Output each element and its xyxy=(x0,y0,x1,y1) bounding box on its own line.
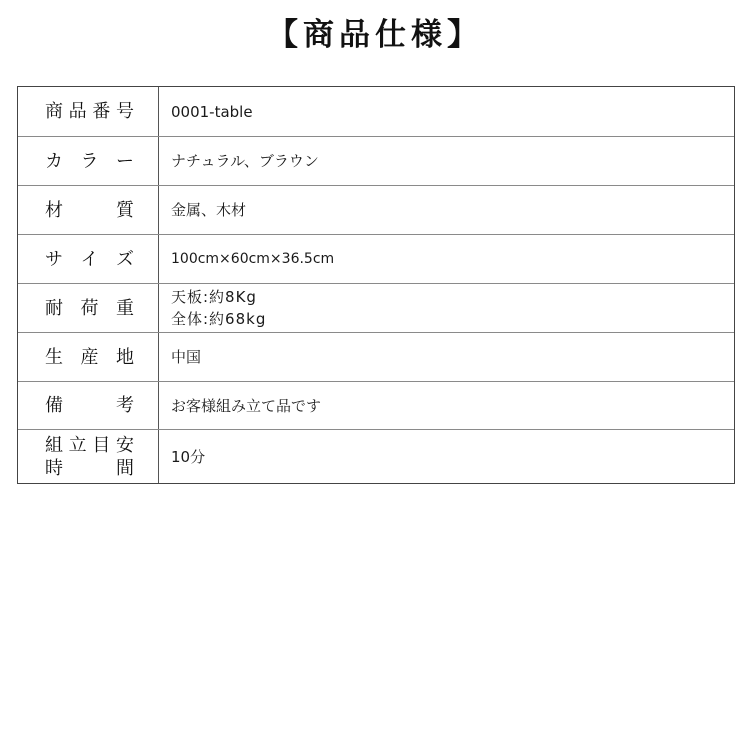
spec-value xyxy=(159,430,734,483)
spec-label-line xyxy=(45,394,134,417)
label-char: 考 xyxy=(116,395,134,416)
spec-value-line: 100cm×60cm×36.5cm xyxy=(171,251,335,267)
spec-label xyxy=(18,137,159,185)
spec-value xyxy=(159,186,734,234)
spec-row-load-capacity xyxy=(18,283,734,332)
label-char: 番 xyxy=(92,101,111,122)
spec-value xyxy=(159,137,734,185)
spec-value-line: ナチュラル、ブラウン xyxy=(171,152,319,170)
spec-label xyxy=(18,284,159,332)
spec-value-line: お客様組み立て品です xyxy=(171,396,322,415)
spec-label xyxy=(18,186,159,234)
label-char: ー xyxy=(116,150,134,172)
label-char: 荷 xyxy=(80,297,99,319)
label-char: イ xyxy=(80,248,99,270)
spec-value xyxy=(159,284,734,332)
spec-value xyxy=(159,382,734,429)
label-char: 備 xyxy=(45,395,63,416)
spec-value xyxy=(159,87,734,136)
label-char: 材 xyxy=(45,199,63,221)
spec-value-line: 中国 xyxy=(171,348,202,366)
spec-value-line: 天板:約8Kg xyxy=(171,288,257,306)
spec-row-material xyxy=(18,185,734,234)
spec-row-size xyxy=(18,234,734,283)
label-char: 目 xyxy=(92,434,111,456)
spec-label-line xyxy=(45,150,134,173)
spec-row-notes xyxy=(18,381,734,429)
spec-value xyxy=(159,235,734,283)
label-char: カ xyxy=(45,150,63,172)
spec-label xyxy=(18,333,159,381)
label-char: サ xyxy=(45,248,63,270)
spec-value-line: 0001-table xyxy=(171,102,253,121)
spec-label-line xyxy=(45,346,134,369)
spec-value-line: 10分 xyxy=(171,447,206,466)
spec-label xyxy=(18,430,159,483)
spec-label-line xyxy=(45,100,134,123)
label-char: 重 xyxy=(116,297,134,319)
spec-label-line xyxy=(45,457,134,480)
label-char: 耐 xyxy=(45,297,63,319)
spec-label xyxy=(18,235,159,283)
label-char: 産 xyxy=(80,346,99,368)
label-char: 間 xyxy=(116,457,134,479)
spec-row-assembly-time xyxy=(18,429,734,483)
spec-label-line xyxy=(45,434,134,457)
label-char: ラ xyxy=(80,150,99,172)
spec-label-line xyxy=(45,297,134,320)
label-char: 商 xyxy=(45,101,63,122)
label-char: 時 xyxy=(45,457,63,479)
spec-label-line xyxy=(45,248,134,271)
page-title: 【商品仕様】 xyxy=(267,17,483,53)
label-char: 組 xyxy=(45,434,63,456)
label-char: 質 xyxy=(116,199,134,221)
spec-table xyxy=(17,86,735,484)
spec-label-line xyxy=(45,199,134,222)
spec-row-origin xyxy=(18,332,734,381)
spec-row-product-number xyxy=(18,87,734,136)
spec-label xyxy=(18,87,159,136)
label-char: 生 xyxy=(45,346,63,368)
spec-value-line: 金属、木材 xyxy=(171,201,247,219)
label-char: ズ xyxy=(116,248,134,270)
spec-row-color xyxy=(18,136,734,185)
label-char: 地 xyxy=(116,346,134,368)
spec-label xyxy=(18,382,159,429)
spec-value-line: 全体:約68kg xyxy=(171,310,267,328)
spec-value xyxy=(159,333,734,381)
label-char: 立 xyxy=(68,434,87,456)
label-char: 品 xyxy=(68,101,87,122)
label-char: 号 xyxy=(115,101,134,122)
label-char: 安 xyxy=(115,434,134,456)
